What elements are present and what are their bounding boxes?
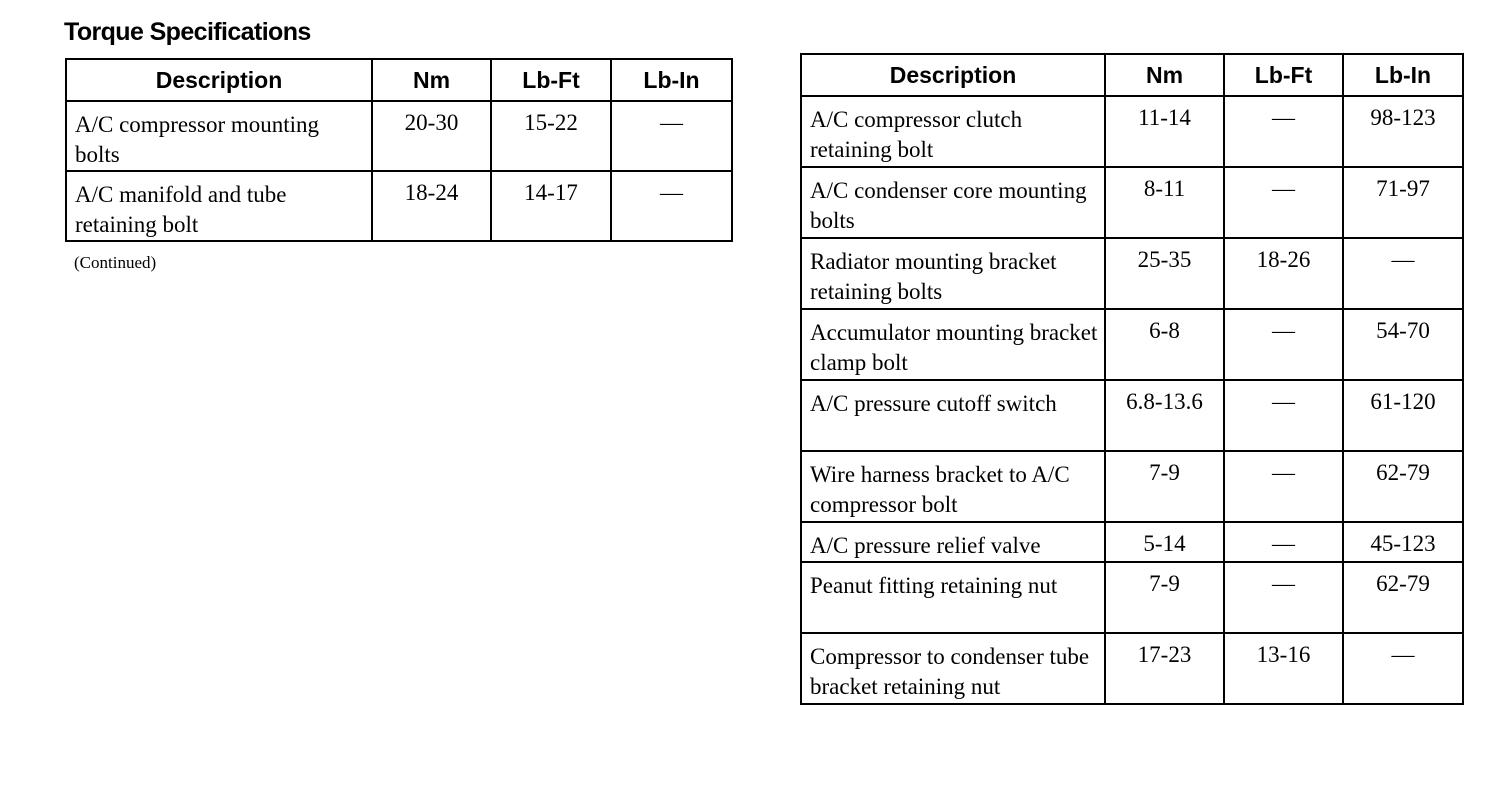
table-row (66, 101, 732, 171)
table-row (801, 309, 1463, 380)
table-row (801, 451, 1463, 522)
table-row (66, 171, 732, 241)
cell-lbft: — (1224, 96, 1343, 167)
cell-lbin: — (611, 101, 732, 171)
cell-lbin: 71-97 (1343, 167, 1463, 238)
header-lbin: Lb-In (611, 59, 732, 101)
table-header-row (66, 59, 732, 101)
cell-nm: 11-14 (1105, 96, 1224, 167)
cell-lbin: 62-79 (1343, 451, 1463, 522)
cell-lbin: 62-79 (1343, 562, 1463, 633)
table-row (801, 96, 1463, 167)
cell-nm: 18-24 (372, 171, 491, 241)
header-lbft: Lb-Ft (491, 59, 611, 101)
cell-nm: 17-23 (1105, 633, 1224, 704)
table-row (801, 562, 1463, 633)
cell-lbin: — (1343, 238, 1463, 309)
cell-nm: 5-14 (1105, 522, 1224, 562)
cell-lbft: — (1224, 522, 1343, 562)
cell-description: Wire harness bracket to A/C compressor bolt (801, 451, 1105, 522)
cell-lbin: 61-120 (1343, 380, 1463, 451)
cell-nm: 6.8-13.6 (1105, 380, 1224, 451)
cell-description: Compressor to condenser tube bracket retaining nut (801, 633, 1105, 704)
cell-lbin: 98-123 (1343, 96, 1463, 167)
cell-description: A/C manifold and tube retaining bolt (66, 171, 372, 241)
cell-lbin: 45-123 (1343, 522, 1463, 562)
header-nm: Nm (1105, 54, 1224, 96)
table-row (801, 522, 1463, 562)
cell-lbft: 14-17 (491, 171, 611, 241)
table-row (801, 380, 1463, 451)
torque-table-right (800, 53, 1464, 705)
cell-lbft: — (1224, 380, 1343, 451)
cell-lbin: 54-70 (1343, 309, 1463, 380)
cell-description: A/C compressor mounting bolts (66, 101, 372, 171)
cell-nm: 20-30 (372, 101, 491, 171)
cell-lbft: 15-22 (491, 101, 611, 171)
cell-nm: 25-35 (1105, 238, 1224, 309)
cell-lbin: — (1343, 633, 1463, 704)
cell-lbft: — (1224, 451, 1343, 522)
continued-note: (Continued) (74, 253, 157, 272)
cell-description: A/C condenser core mounting bolts (801, 167, 1105, 238)
page-title: Torque Specifications (64, 18, 311, 46)
cell-lbft: 13-16 (1224, 633, 1343, 704)
cell-description: Accumulator mounting bracket clamp bolt (801, 309, 1105, 380)
cell-lbft: 18-26 (1224, 238, 1343, 309)
header-description: Description (66, 59, 372, 101)
cell-lbft: — (1224, 167, 1343, 238)
table-row (801, 633, 1463, 704)
cell-description: Radiator mounting bracket retaining bolts (801, 238, 1105, 309)
table-row (801, 238, 1463, 309)
cell-lbin: — (611, 171, 732, 241)
cell-nm: 7-9 (1105, 451, 1224, 522)
header-lbin: Lb-In (1343, 54, 1463, 96)
torque-table-left (65, 58, 733, 242)
cell-lbft: — (1224, 309, 1343, 380)
header-lbft: Lb-Ft (1224, 54, 1343, 96)
cell-description: A/C compressor clutch retaining bolt (801, 96, 1105, 167)
header-description: Description (801, 54, 1105, 96)
header-nm: Nm (372, 59, 491, 101)
cell-description: Peanut fitting retaining nut (801, 562, 1105, 633)
cell-nm: 6-8 (1105, 309, 1224, 380)
cell-description: A/C pressure relief valve (801, 522, 1105, 562)
cell-nm: 7-9 (1105, 562, 1224, 633)
cell-lbft: — (1224, 562, 1343, 633)
cell-description: A/C pressure cutoff switch (801, 380, 1105, 451)
table-row (801, 167, 1463, 238)
table-header-row (801, 54, 1463, 96)
cell-nm: 8-11 (1105, 167, 1224, 238)
